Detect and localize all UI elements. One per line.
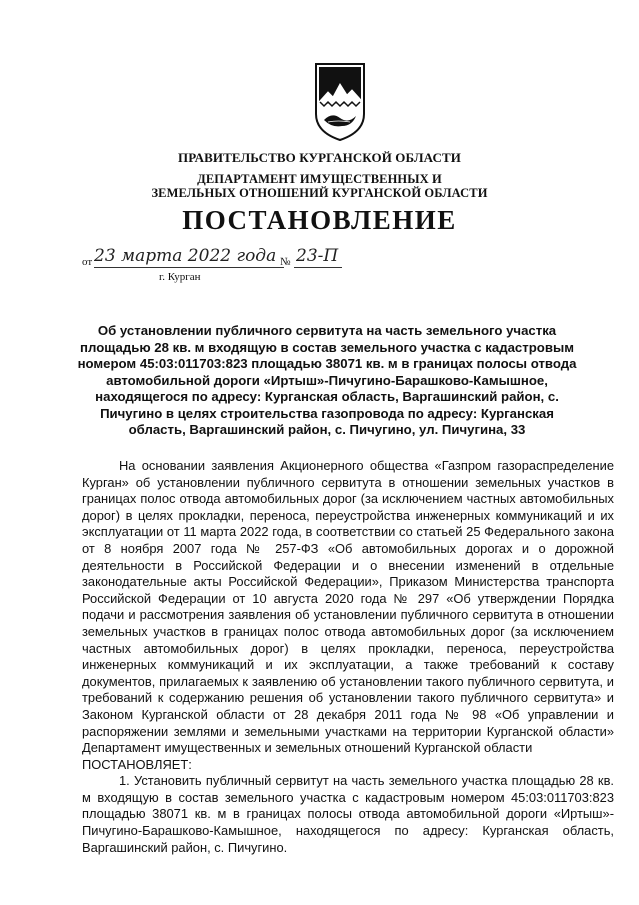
department-title-line1: ДЕПАРТАМЕНТ ИМУЩЕСТВЕННЫХ И	[197, 172, 442, 186]
handwritten-number: 23-П	[296, 246, 339, 266]
coat-of-arms-icon	[314, 62, 366, 142]
decree-word: ПОСТАНОВЛЯЕТ:	[82, 756, 192, 772]
government-title: ПРАВИТЕЛЬСТВО КУРГАНСКОЙ ОБЛАСТИ	[178, 150, 461, 165]
date-underline	[94, 267, 284, 268]
handwritten-date: 23 марта 2022 года	[94, 246, 277, 266]
department-title-line2: ЗЕМЕЛЬНЫХ ОТНОШЕНИЙ КУРГАНСКОЙ ОБЛАСТИ	[151, 186, 488, 200]
document-type-title: ПОСТАНОВЛЕНИЕ	[182, 205, 457, 235]
date-from-label: от	[82, 256, 93, 268]
number-label: №	[280, 256, 291, 268]
preamble-paragraph: На основании заявления Акционерного общества «Газпром газораспределение Курган» об установлении публичного сервитута в отношении земельных участков в границах полос отвода автомобильных дорог (за исключением частных автомобильных дорог) в целях прокладки, переноса, переустройства инженерных коммуникаций и их эксплуатации от 11 марта 2022 года, в соответствии со статьей 25 Федерального закона от 8 ноября 2007 года № 257-ФЗ «Об автомобильных дорогах и о дорожной деятельности в Российской Федерации и о внесении изменений в отдельные законодательные акты Российской Федерации», Приказом Министерства транспорта Российской Федерации от 10 августа 2020 года № 297 «Об утверждении Порядка подачи и рассмотрения заявления об установлении публичного сервитута в отношении земельных участков в границах полос отвода автомобильных дорог (за исключением частных автомобильных дорог) в целях прокладки, переноса, переустройства инженерных коммуникаций и их эксплуатации, а также требований к составу документов, прилагаемых к заявлению об установлении такого публичного сервитута, и требований к содержанию решения об установлении такого публичного сервитута» и Законом Курганской области от 28 декабря 2011 года № 98 «Об управлении и распоряжении землями и земельными участками на территории Курганской области» Департамент имущественных и земельных отношений Курганской области	[82, 458, 614, 756]
decree-item-1: 1. Установить публичный сервитут на часть земельного участка площадью 28 кв. м входящую в состав земельного участка с кадастровым номером 45:03:011703:823 площадью 38071 кв. м в границах полосы отвода автомобильной дороги «Иртыш»-Пичугино-Барашково-Камышное, находящегося по адресу: Курганская область, Варгашинский район, с. Пичугино.	[82, 773, 614, 855]
number-underline	[294, 267, 342, 268]
city-label: г. Курган	[159, 271, 201, 283]
document-subject: Об установлении публичного сервитута на часть земельного участка площадью 28 кв. м входящую в состав земельного участка с кадастровым номером 45:03:011703:823 площадью 38071 кв. м в границах полосы отвода автомобильной дороги «Иртыш»-Пичугино-Барашково-Камышное, находящегося по адресу: Курганская область, Варгашинский район, с. Пичугино в целях строительства газопровода по адресу: Курганская область, Варгашинский район, с. Пичугино, ул. Пичугина, 33	[77, 323, 577, 437]
document-body	[82, 458, 614, 856]
